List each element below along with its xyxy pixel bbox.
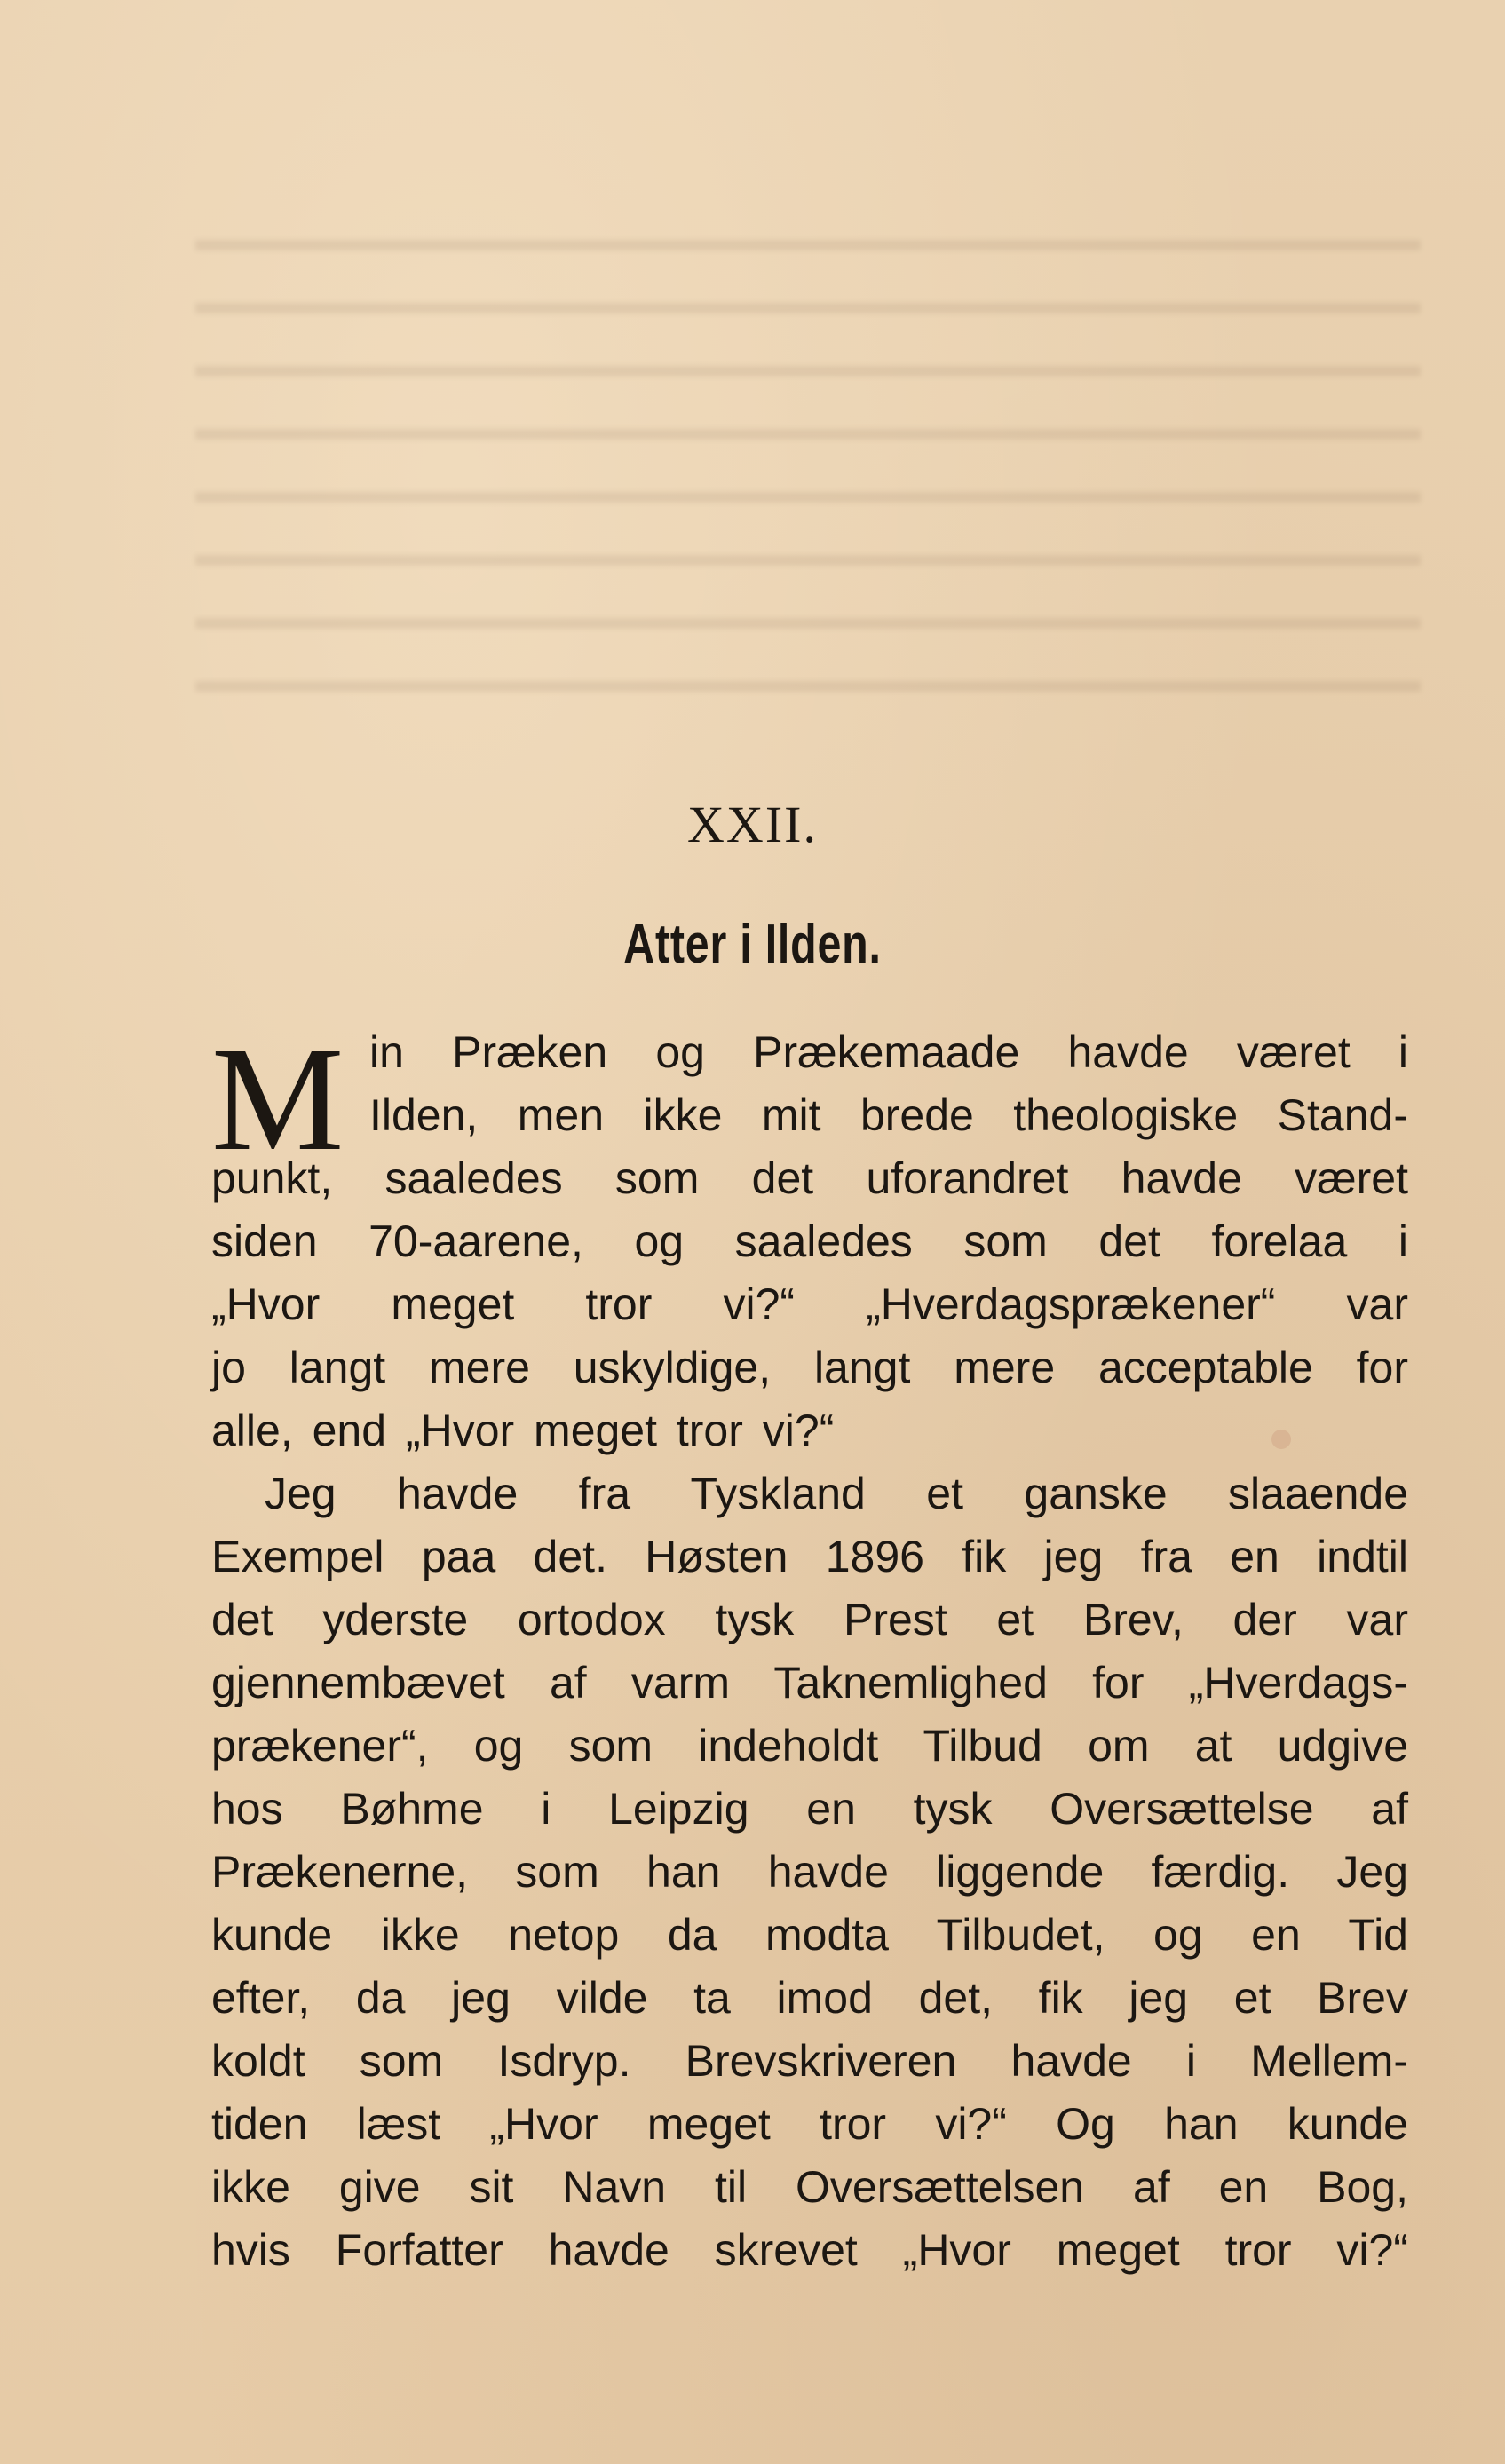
text-line: efter, da jeg vilde ta imod det, fik jeg et Brev bbox=[211, 1973, 1408, 2023]
text-line: alle, end „Hvor meget tror vi?“ bbox=[211, 1406, 835, 1455]
text-line: ikke give sit Navn til Oversættelsen af en Bog, bbox=[211, 2162, 1408, 2212]
text-line: Prækenerne, som han havde liggende færdig. Jeg bbox=[211, 1847, 1408, 1897]
text-line: siden 70-aarene, og saaledes som det forelaa i bbox=[211, 1216, 1408, 1266]
text-line: „Hvor meget tror vi?“ „Hverdagsprækener“ var bbox=[211, 1280, 1408, 1329]
text-line: Ilden, men ikke mit brede theologiske Stand- bbox=[369, 1090, 1408, 1140]
chapter-body bbox=[211, 1017, 1408, 2282]
text-line: punkt, saaledes som det uforandret havde været bbox=[211, 1153, 1408, 1203]
text-line: hos Bøhme i Leipzig en tysk Oversættelse af bbox=[211, 1784, 1408, 1834]
text-line: gjennembævet af varm Taknemlighed for „Hverdags- bbox=[211, 1658, 1408, 1707]
text-line: hvis Forfatter havde skrevet „Hvor meget tror vi?“ bbox=[211, 2225, 1408, 2275]
text-line: koldt som Isdryp. Brevskriveren havde i Mellem- bbox=[211, 2036, 1408, 2086]
text-line: kunde ikke netop da modta Tilbudet, og en Tid bbox=[211, 1910, 1408, 1960]
text-line: prækener“, og som indeholdt Tilbud om at udgive bbox=[211, 1721, 1408, 1771]
text-line: Jeg havde fra Tyskland et ganske slaaende bbox=[265, 1469, 1408, 1518]
text-line: jo langt mere uskyldige, langt mere acceptable for bbox=[211, 1343, 1408, 1392]
text-line: in Præken og Prækemaade havde været i bbox=[369, 1027, 1408, 1077]
chapter-title: Atter i Ilden. bbox=[623, 914, 882, 975]
text-line: tiden læst „Hvor meget tror vi?“ Og han kunde bbox=[211, 2099, 1408, 2149]
drop-cap: M bbox=[211, 1017, 345, 1182]
text-line: Exempel paa det. Høsten 1896 fik jeg fra en indtil bbox=[211, 1532, 1408, 1581]
bleed-through-texture bbox=[195, 204, 1421, 701]
chapter-number: XXII. bbox=[687, 796, 818, 853]
text-line: det yderste ortodox tysk Prest et Brev, der var bbox=[211, 1595, 1408, 1644]
